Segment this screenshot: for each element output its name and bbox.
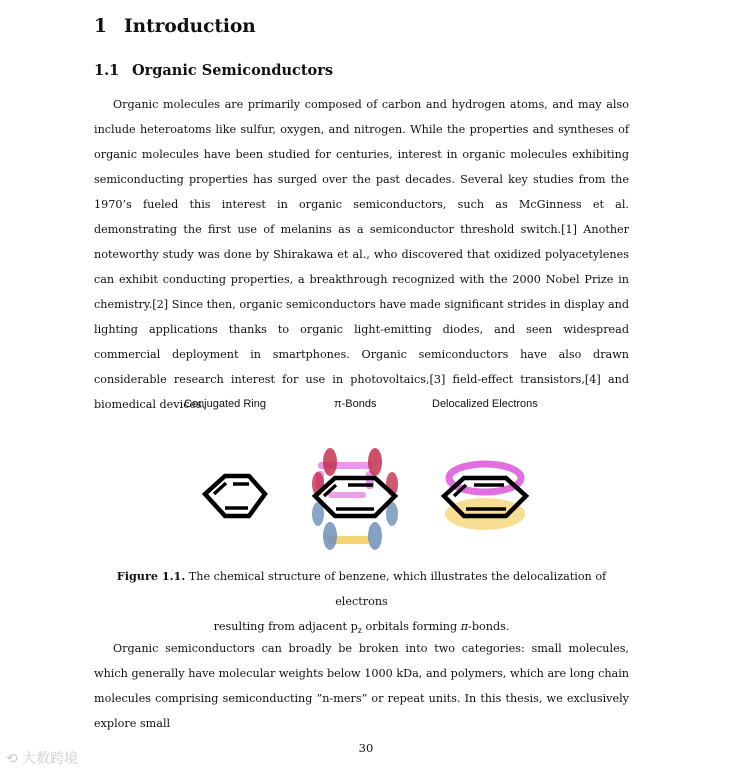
caption-text-line1: The chemical structure of benzene, which illustrates the delocalization of electrons — [188, 570, 607, 608]
subsection-heading — [94, 62, 333, 79]
section-title: Introduction — [124, 16, 256, 37]
section-heading — [94, 16, 256, 37]
categories-paragraph: Organic semiconductors can broadly be broken into two categories: small molecules, which generally have molecular weights below 1000 kDa, and polymers, which are long chain molecules comprising semiconducting ”n-mers” or repeat units. In this thesis, we exclusively explore small — [94, 642, 629, 730]
page-number: 30 — [358, 741, 374, 755]
pi-bonds-structure — [312, 448, 398, 550]
conjugated-ring-structure — [205, 476, 265, 516]
caption-text-part-b: orbitals forming — [361, 620, 461, 633]
watermark: ⟲ 大数跨境 — [6, 751, 79, 767]
caption-text-part-a: resulting from adjacent p — [213, 620, 358, 633]
section-number: 1 — [94, 16, 107, 37]
label-pi-bonds: π-Bonds — [334, 398, 377, 410]
label-conjugated-ring: Conjugated Ring — [184, 398, 266, 410]
delocalized-electrons-structure — [444, 464, 526, 530]
figure-caption — [94, 564, 629, 643]
benzene-figure — [170, 396, 560, 556]
caption-subscript: z — [357, 626, 362, 636]
benzene-diagram — [170, 396, 560, 556]
subsection-title: Organic Semiconductors — [132, 62, 334, 79]
caption-text-part-c: -bonds. — [468, 620, 510, 633]
caption-pi: π — [460, 620, 469, 633]
caption-label: Figure 1.1. — [116, 569, 186, 583]
intro-paragraph: Organic molecules are primarily composed of carbon and hydrogen atoms, and may also include heteroatoms like sulfur, oxygen, and nitrogen. While the properties and syntheses of organic molecules have been studied for centuries, interest in organic molecules exhibiting semiconducting properties has surged over the past decades. Several key studies from the 1970’s fueled this interest in organic semiconductors, such as McGinness et al. demonstrating the first use of melanins as a semiconductor threshold switch.[1] Another noteworthy study was done by Shirakawa et al., who discovered that oxidized polyacetylenes can exhibit conducting properties, a breakthrough recognized with the 2000 Nobel Prize in chemistry.[2] Since then, organic semiconductors have made significant strides in display and lighting applications thanks to organic light-emitting diodes, and seen widespread commercial deployment in smartphones. Organic semiconductors have also drawn considerable research interest for use in photovoltaics,[3] field-effect transistors,[4] and biomedical devices. — [94, 98, 629, 411]
subsection-number: 1.1 — [94, 62, 120, 79]
label-delocalized-electrons: Delocalized Electrons — [432, 398, 538, 410]
